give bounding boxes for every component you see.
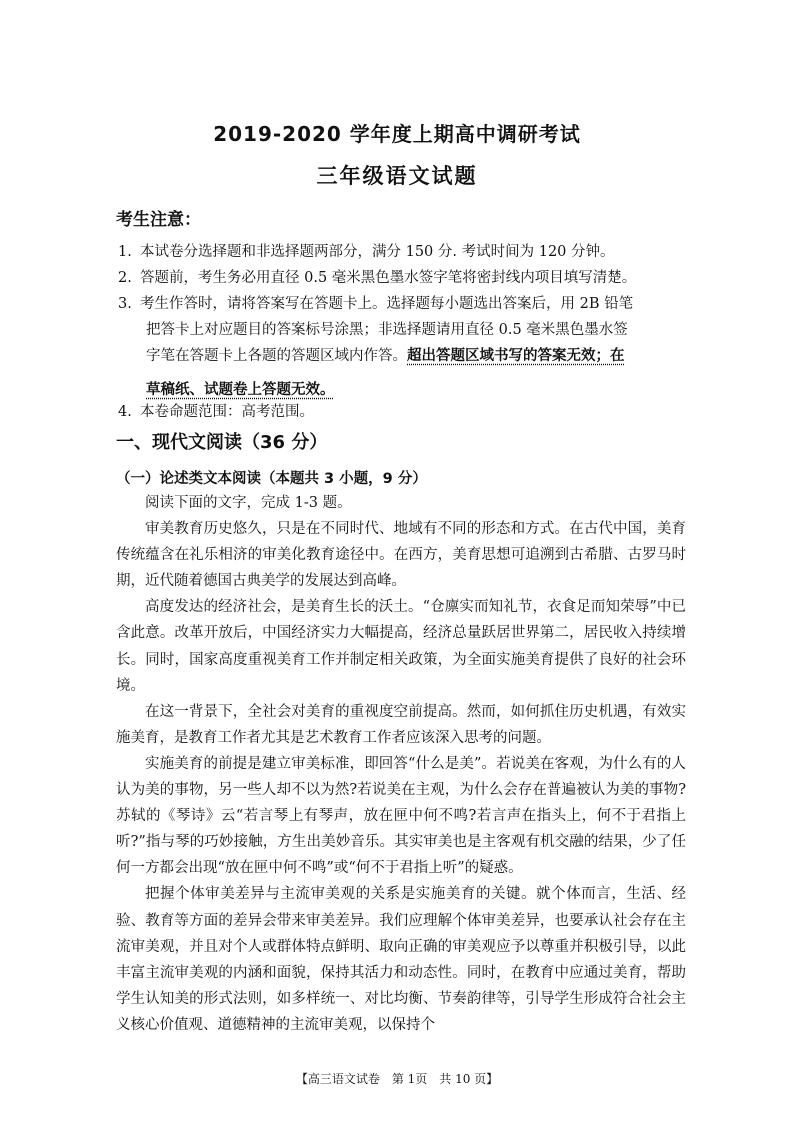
notice-item-text: 字笔在答题卡上各题的答题区域内作答。 xyxy=(146,348,407,364)
notice-item-text: 答题前，考生务必用直径 0.5 毫米黑色墨水签字笔将密封线内项目填写清楚。 xyxy=(140,270,637,286)
notice-heading: 考生注意： xyxy=(116,210,201,230)
notice-item-number: 2. xyxy=(118,270,132,286)
notice-item-number: 3. xyxy=(118,296,132,312)
notice-item-number: 1. xyxy=(118,244,132,260)
exam-title: 2019-2020 学年度上期高中调研考试 xyxy=(213,122,581,146)
section-heading: 一、现代文阅读（36 分） xyxy=(116,432,328,453)
notice-item-text: 考生作答时，请将答案写在答题卡上。选择题每小题选出答案后，用 2B 铅笔 xyxy=(140,296,634,312)
notice-item-1 xyxy=(118,239,688,265)
footer-page-number: 第 1页 xyxy=(391,1072,428,1086)
instruction-text: 阅读下面的文字，完成 1-3 题。 xyxy=(145,495,352,511)
passage-paragraph: 高度发达的经济社会，是美育生长的沃土。“仓廪实而知礼节，衣食足而知荣辱”中已含此意。改革开放后，中国经济实力大幅提高，经济总量跃居世界第二，居民收入持续增长。同时，国家高度重视美育工作并制定相关政策，为全面实施美育提供了良好的社会环境。 xyxy=(116,599,686,694)
footer-exam-name: 【高三语文试卷 xyxy=(295,1072,380,1086)
page-footer xyxy=(0,1070,794,1087)
notice-item-number: 4. xyxy=(118,404,132,420)
notice-item-4 xyxy=(118,399,688,425)
notice-emphasis: 超出答题区域书写的答案无效；在 xyxy=(407,348,625,364)
passage-paragraph: 把握个体审美差异与主流审美观的关系是实施美育的关键。就个体而言，生活、经验、教育等方面的差异会带来审美差异。我们应理解个体审美差异，也要承认社会存在主流审美观，并且对个人或群体特点鲜明、取向正确的审美观应予以尊重并积极引导，以此丰富主流审美观的内涵和面貌，保持其活力和动态性。同时，在教育中应通过美育，帮助学生认知美的形式法则，如多样统一、对比均衡、节奏韵律等，引导学生形成符合社会主义核心价值观、道德精神的主流审美观，以保持个 xyxy=(116,886,686,1033)
notice-item-text: 本卷命题范围：高考范围。 xyxy=(140,404,314,420)
notice-item-text: 把答卡上对应题目的答案标号涂黑；非选择题请用直径 0.5 毫米黑色墨水签 xyxy=(146,322,628,338)
passage-paragraph: 审美教育历史悠久，只是在不同时代、地域有不同的形态和方式。在古代中国，美育传统蕴含在礼乐相济的审美化教育途径中。在西方，美育思想可追溯到古希腊、古罗马时期，近代随着德国古典美学的发展达到高峰。 xyxy=(116,521,686,590)
notice-item-2 xyxy=(118,265,688,291)
subsection-heading: （一）论述类文本阅读（本题共 3 小题，9 分） xyxy=(116,471,427,487)
exam-subtitle: 三年级语文试题 xyxy=(316,164,478,188)
notice-emphasis: 草稿纸、试题卷上答题无效。 xyxy=(146,382,335,398)
notice-item-text: 本试卷分选择题和非选择题两部分，满分 150 分. 考试时间为 120 分钟。 xyxy=(140,244,615,260)
passage-paragraph: 在这一背景下，全社会对美育的重视度空前提高。然而，如何抓住历史机遇，有效实施美育，是教育工作者尤其是艺术教育工作者应该深入思考的问题。 xyxy=(116,703,686,746)
footer-total-pages: 共 10 页】 xyxy=(439,1072,499,1086)
passage-paragraph: 实施美育的前提是建立审美标准，即回答“什么是美”。若说美在客观，为什么有的人认为美的事物，另一些人却不以为然?若说美在主观，为什么会存在普遍被认为美的事物?苏轼的《琴诗》云“若言琴上有琴声，放在匣中何不鸣?若言声在指头上，何不于君指上听?”指与琴的巧妙接触，方生出美妙音乐。其实审美也是主客观有机交融的结果，少了任何一方都会出现“放在匣中何不鸣”或“何不于君指上听”的疑惑。 xyxy=(116,755,686,877)
notice-item-3 xyxy=(118,291,688,403)
reading-passage xyxy=(116,490,686,1038)
